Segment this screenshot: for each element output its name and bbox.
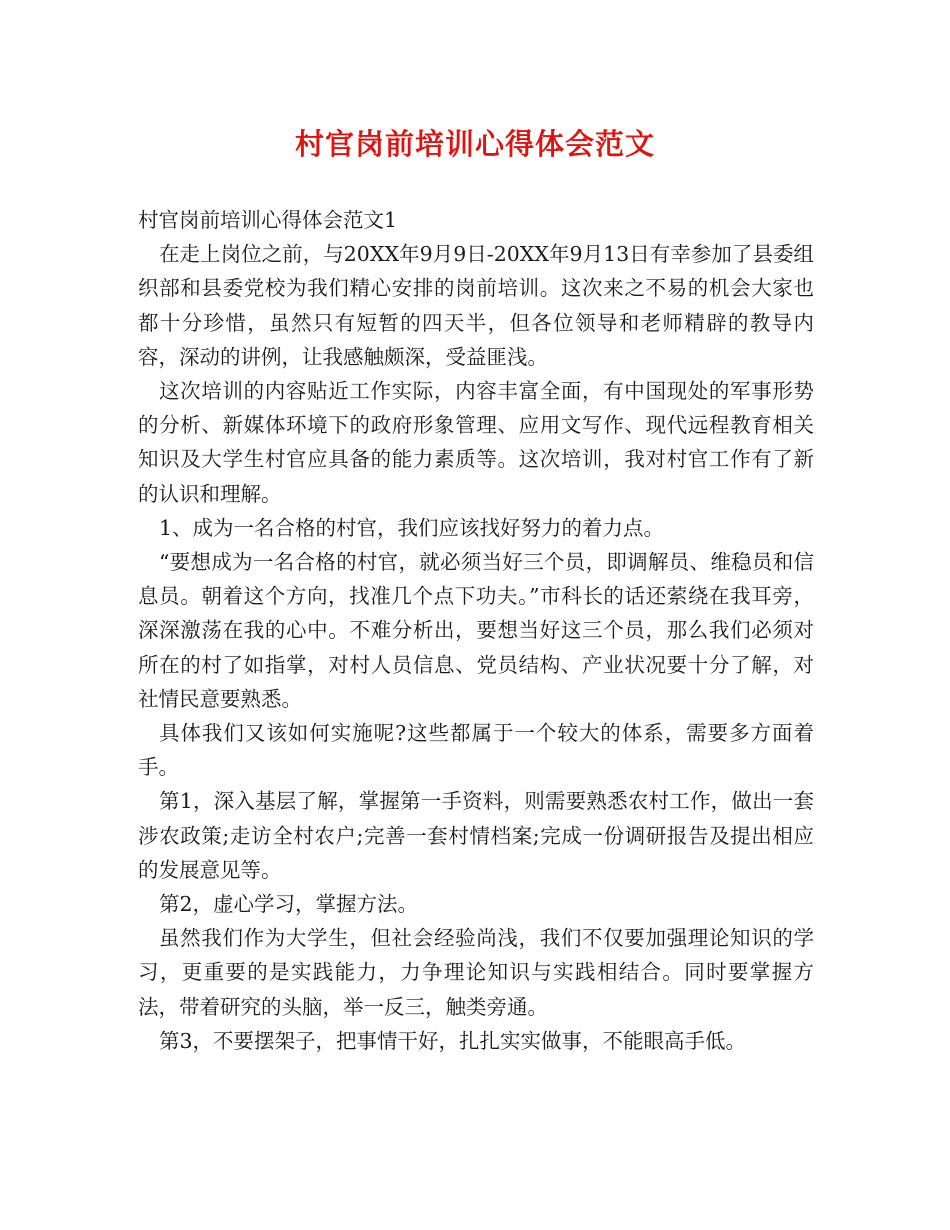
paragraph: 第3，不要摆架子，把事情干好，扎扎实实做事，不能眼高手低。: [159, 1028, 747, 1053]
paragraph: 这次培训的内容贴近工作实际，内容丰富全面，有中国现处的军事形势的分析、新媒体环境下的政府形象管理、应用文写作、现代远程教育相关知识及大学生村官应具备的能力素质等。这次培训，我对村官工作有了新的认识和理解。: [138, 379, 814, 506]
document-body: [138, 203, 814, 1058]
paragraph: 第1，深入基层了解，掌握第一手资料，则需要熟悉农村工作，做出一套涉农政策;走访全村农户;完善一套村情档案;完成一份调研报告及提出相应的发展意见等。: [138, 789, 814, 882]
paragraph: 具体我们又该如何实施呢?这些都属于一个较大的体系，需要多方面着手。: [138, 721, 814, 780]
paragraph: “要想成为一名合格的村官，就必须当好三个员，即调解员、维稳员和信息员。朝着这个方向，找准几个点下功夫。”市科长的话还萦绕在我耳旁，深深激荡在我的心中。不难分析出，要想当好这三个员，那么我们必须对所在的村了如指掌，对村人员信息、党员结构、产业状况要十分了解，对社情民意要熟悉。: [138, 550, 814, 711]
paragraph-heading: 村官岗前培训心得体会范文1: [138, 208, 398, 232]
paragraph: 在走上岗位之前，与20XX年9月9日-20XX年9月13日有幸参加了县委组织部和县委党校为我们精心安排的岗前培训。这次来之不易的机会大家也都十分珍惜，虽然只有短暂的四天半，但各位领导和老师精辟的教导内容，深动的讲例，让我感触颇深，受益匪浅。: [138, 242, 814, 369]
paragraph: 1、成为一名合格的村官，我们应该找好努力的着力点。: [159, 515, 665, 540]
paragraph: 第2，虚心学习，掌握方法。: [159, 892, 419, 917]
document-title: 村官岗前培训心得体会范文: [294, 127, 655, 161]
paragraph: 虽然我们作为大学生，但社会经验尚浅，我们不仅要加强理论知识的学习，更重要的是实践能力，力争理论知识与实践相结合。同时要掌握方法，带着研究的头脑，举一反三，触类旁通。: [138, 926, 814, 1019]
